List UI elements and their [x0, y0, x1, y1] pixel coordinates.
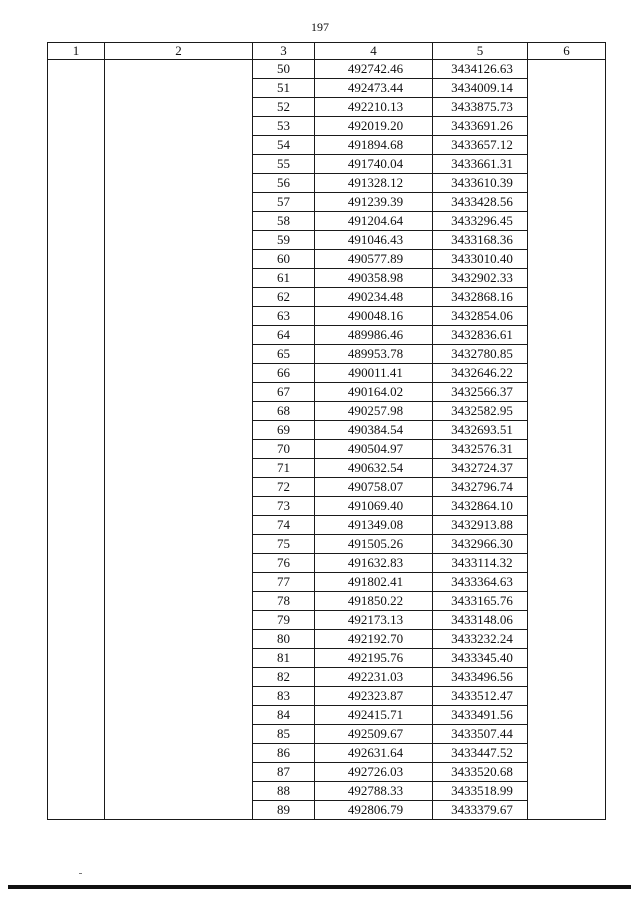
coordinate-x-cell: 492726.03 [315, 763, 433, 782]
scan-speck [79, 873, 82, 874]
point-number-cell: 88 [253, 782, 315, 801]
page-number: 197 [311, 20, 329, 34]
point-number-cell: 68 [253, 402, 315, 421]
coordinate-x-cell: 491349.08 [315, 516, 433, 535]
coordinate-y-cell: 3433148.06 [433, 611, 528, 630]
coordinate-y-cell: 3432966.30 [433, 535, 528, 554]
point-number-cell: 57 [253, 193, 315, 212]
point-number-cell: 89 [253, 801, 315, 820]
point-number-cell: 72 [253, 478, 315, 497]
coordinate-x-cell: 491069.40 [315, 497, 433, 516]
coordinate-x-cell: 489986.46 [315, 326, 433, 345]
column-header-3: 3 [253, 43, 315, 60]
coordinate-y-cell: 3434009.14 [433, 79, 528, 98]
coordinate-x-cell: 489953.78 [315, 345, 433, 364]
column-2-merged-cell [105, 60, 253, 820]
coordinate-x-cell: 492415.71 [315, 706, 433, 725]
point-number-cell: 70 [253, 440, 315, 459]
point-number-cell: 78 [253, 592, 315, 611]
coordinate-y-cell: 3433518.99 [433, 782, 528, 801]
point-number-cell: 66 [253, 364, 315, 383]
point-number-cell: 69 [253, 421, 315, 440]
coordinate-y-cell: 3432566.37 [433, 383, 528, 402]
coordinate-y-cell: 3433875.73 [433, 98, 528, 117]
point-number-cell: 50 [253, 60, 315, 79]
coordinate-x-cell: 491894.68 [315, 136, 433, 155]
point-number-cell: 64 [253, 326, 315, 345]
point-number-cell: 56 [253, 174, 315, 193]
table-body [48, 60, 606, 820]
coordinate-y-cell: 3432868.16 [433, 288, 528, 307]
coordinate-x-cell: 490577.89 [315, 250, 433, 269]
coordinate-x-cell: 491505.26 [315, 535, 433, 554]
coordinate-y-cell: 3433610.39 [433, 174, 528, 193]
coordinate-y-cell: 3433447.52 [433, 744, 528, 763]
coordinate-table-container [47, 42, 606, 820]
point-number-cell: 71 [253, 459, 315, 478]
coordinate-table [47, 42, 606, 820]
point-number-cell: 58 [253, 212, 315, 231]
coordinate-y-cell: 3432582.95 [433, 402, 528, 421]
column-header-1: 1 [48, 43, 105, 60]
coordinate-y-cell: 3433507.44 [433, 725, 528, 744]
coordinate-x-cell: 492509.67 [315, 725, 433, 744]
coordinate-y-cell: 3432913.88 [433, 516, 528, 535]
point-number-cell: 62 [253, 288, 315, 307]
coordinate-y-cell: 3433520.68 [433, 763, 528, 782]
column-1-merged-cell [48, 60, 105, 820]
column-header-4: 4 [315, 43, 433, 60]
coordinate-x-cell: 492631.64 [315, 744, 433, 763]
coordinate-x-cell: 492323.87 [315, 687, 433, 706]
coordinate-x-cell: 490758.07 [315, 478, 433, 497]
coordinate-x-cell: 491740.04 [315, 155, 433, 174]
coordinate-x-cell: 492806.79 [315, 801, 433, 820]
coordinate-y-cell: 3433691.26 [433, 117, 528, 136]
coordinate-x-cell: 492210.13 [315, 98, 433, 117]
coordinate-x-cell: 490234.48 [315, 288, 433, 307]
coordinate-x-cell: 490632.54 [315, 459, 433, 478]
coordinate-y-cell: 3432576.31 [433, 440, 528, 459]
table-header-row [48, 43, 606, 60]
coordinate-x-cell: 492231.03 [315, 668, 433, 687]
coordinate-y-cell: 3432836.61 [433, 326, 528, 345]
coordinate-y-cell: 3433114.32 [433, 554, 528, 573]
coordinate-x-cell: 490011.41 [315, 364, 433, 383]
point-number-cell: 59 [253, 231, 315, 250]
coordinate-x-cell: 490504.97 [315, 440, 433, 459]
point-number-cell: 61 [253, 269, 315, 288]
coordinate-y-cell: 3433379.67 [433, 801, 528, 820]
coordinate-x-cell: 490384.54 [315, 421, 433, 440]
coordinate-x-cell: 491204.64 [315, 212, 433, 231]
coordinate-y-cell: 3433496.56 [433, 668, 528, 687]
coordinate-x-cell: 492019.20 [315, 117, 433, 136]
coordinate-y-cell: 3434126.63 [433, 60, 528, 79]
point-number-cell: 63 [253, 307, 315, 326]
coordinate-x-cell: 491802.41 [315, 573, 433, 592]
point-number-cell: 79 [253, 611, 315, 630]
point-number-cell: 65 [253, 345, 315, 364]
point-number-cell: 52 [253, 98, 315, 117]
coordinate-x-cell: 492742.46 [315, 60, 433, 79]
point-number-cell: 60 [253, 250, 315, 269]
coordinate-y-cell: 3433010.40 [433, 250, 528, 269]
point-number-cell: 87 [253, 763, 315, 782]
point-number-cell: 82 [253, 668, 315, 687]
point-number-cell: 53 [253, 117, 315, 136]
coordinate-y-cell: 3433345.40 [433, 649, 528, 668]
coordinate-y-cell: 3433491.56 [433, 706, 528, 725]
bottom-rule [8, 885, 631, 889]
point-number-cell: 83 [253, 687, 315, 706]
coordinate-y-cell: 3432693.51 [433, 421, 528, 440]
coordinate-y-cell: 3433364.63 [433, 573, 528, 592]
coordinate-y-cell: 3433661.31 [433, 155, 528, 174]
coordinate-x-cell: 492173.13 [315, 611, 433, 630]
point-number-cell: 54 [253, 136, 315, 155]
coordinate-y-cell: 3433232.24 [433, 630, 528, 649]
coordinate-y-cell: 3433165.76 [433, 592, 528, 611]
coordinate-x-cell: 490048.16 [315, 307, 433, 326]
column-header-2: 2 [105, 43, 253, 60]
column-header-6: 6 [528, 43, 606, 60]
coordinate-y-cell: 3433168.36 [433, 231, 528, 250]
coordinate-x-cell: 492192.70 [315, 630, 433, 649]
coordinate-x-cell: 491046.43 [315, 231, 433, 250]
table-row [48, 60, 606, 79]
coordinate-y-cell: 3432796.74 [433, 478, 528, 497]
coordinate-x-cell: 491239.39 [315, 193, 433, 212]
coordinate-x-cell: 490358.98 [315, 269, 433, 288]
point-number-cell: 80 [253, 630, 315, 649]
coordinate-y-cell: 3432864.10 [433, 497, 528, 516]
point-number-cell: 74 [253, 516, 315, 535]
coordinate-x-cell: 490257.98 [315, 402, 433, 421]
coordinate-y-cell: 3432724.37 [433, 459, 528, 478]
coordinate-x-cell: 491632.83 [315, 554, 433, 573]
coordinate-y-cell: 3432902.33 [433, 269, 528, 288]
coordinate-y-cell: 3433296.45 [433, 212, 528, 231]
column-header-5: 5 [433, 43, 528, 60]
point-number-cell: 75 [253, 535, 315, 554]
coordinate-y-cell: 3433512.47 [433, 687, 528, 706]
column-6-merged-cell [528, 60, 606, 820]
coordinate-x-cell: 491850.22 [315, 592, 433, 611]
coordinate-x-cell: 492788.33 [315, 782, 433, 801]
point-number-cell: 55 [253, 155, 315, 174]
coordinate-x-cell: 490164.02 [315, 383, 433, 402]
coordinate-x-cell: 491328.12 [315, 174, 433, 193]
point-number-cell: 85 [253, 725, 315, 744]
point-number-cell: 77 [253, 573, 315, 592]
point-number-cell: 51 [253, 79, 315, 98]
coordinate-y-cell: 3432646.22 [433, 364, 528, 383]
coordinate-y-cell: 3433657.12 [433, 136, 528, 155]
coordinate-x-cell: 492473.44 [315, 79, 433, 98]
point-number-cell: 67 [253, 383, 315, 402]
point-number-cell: 84 [253, 706, 315, 725]
point-number-cell: 73 [253, 497, 315, 516]
coordinate-y-cell: 3433428.56 [433, 193, 528, 212]
point-number-cell: 76 [253, 554, 315, 573]
point-number-cell: 81 [253, 649, 315, 668]
coordinate-y-cell: 3432854.06 [433, 307, 528, 326]
coordinate-x-cell: 492195.76 [315, 649, 433, 668]
coordinate-y-cell: 3432780.85 [433, 345, 528, 364]
point-number-cell: 86 [253, 744, 315, 763]
